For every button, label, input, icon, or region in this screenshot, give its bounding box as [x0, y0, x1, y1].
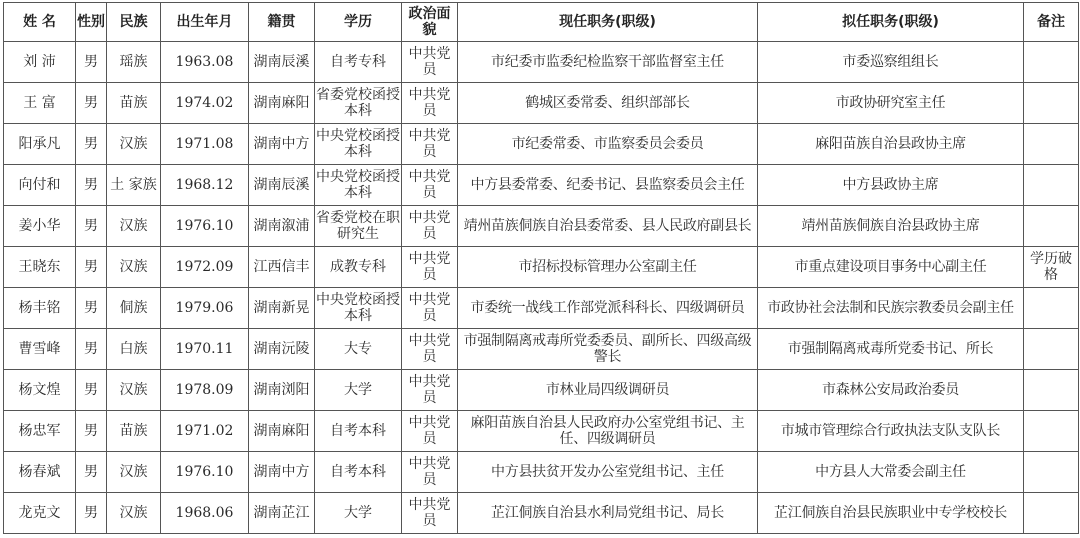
cell-remarks	[1024, 493, 1079, 534]
cell-remarks	[1024, 124, 1079, 165]
cell-current-post: 市委统一战线工作部党派科科长、四级调研员	[458, 288, 758, 329]
cell-native-place: 湖南辰溪	[249, 165, 315, 206]
cell-education: 自考本科	[315, 452, 402, 493]
cell-native-place: 湖南麻阳	[249, 411, 315, 452]
table-header	[4, 3, 1079, 42]
table-row	[4, 42, 1079, 83]
header-education: 学历	[315, 3, 402, 42]
cell-ethnicity: 汉族	[107, 370, 161, 411]
cell-gender: 男	[76, 452, 107, 493]
cell-political-status: 中共党员	[402, 329, 458, 370]
cell-native-place: 湖南麻阳	[249, 83, 315, 124]
cell-current-post: 市强制隔离戒毒所党委委员、副所长、四级高级警长	[458, 329, 758, 370]
cell-name: 杨春斌	[4, 452, 76, 493]
cell-name: 杨忠军	[4, 411, 76, 452]
cell-current-post: 鹤城区委常委、组织部部长	[458, 83, 758, 124]
cell-remarks	[1024, 206, 1079, 247]
cell-birth: 1976.10	[161, 452, 249, 493]
cell-remarks	[1024, 42, 1079, 83]
cell-remarks	[1024, 329, 1079, 370]
cell-remarks	[1024, 165, 1079, 206]
cell-ethnicity: 白族	[107, 329, 161, 370]
cell-ethnicity: 侗族	[107, 288, 161, 329]
cell-education: 中央党校函授本科	[315, 288, 402, 329]
table-row	[4, 288, 1079, 329]
cell-native-place: 湖南溆浦	[249, 206, 315, 247]
header-row	[4, 3, 1079, 42]
cell-birth: 1976.10	[161, 206, 249, 247]
cell-gender: 男	[76, 124, 107, 165]
cell-remarks: 学历破格	[1024, 247, 1079, 288]
cell-native-place: 湖南沅陵	[249, 329, 315, 370]
cell-education: 省委党校函授本科	[315, 83, 402, 124]
cell-native-place: 湖南辰溪	[249, 42, 315, 83]
cell-birth: 1971.08	[161, 124, 249, 165]
cell-education: 大学	[315, 370, 402, 411]
cell-political-status: 中共党员	[402, 206, 458, 247]
table-row	[4, 493, 1079, 534]
cell-ethnicity: 汉族	[107, 247, 161, 288]
cell-ethnicity: 苗族	[107, 83, 161, 124]
cell-current-post: 麻阳苗族自治县人民政府办公室党组书记、主任、四级调研员	[458, 411, 758, 452]
cell-birth: 1974.02	[161, 83, 249, 124]
cell-gender: 男	[76, 165, 107, 206]
cell-ethnicity: 汉族	[107, 493, 161, 534]
cell-political-status: 中共党员	[402, 247, 458, 288]
cell-proposed-post: 市森林公安局政治委员	[758, 370, 1024, 411]
cell-birth: 1970.11	[161, 329, 249, 370]
cell-native-place: 湖南芷江	[249, 493, 315, 534]
header-remarks: 备注	[1024, 3, 1079, 42]
cell-native-place: 湖南中方	[249, 124, 315, 165]
cell-proposed-post: 市委巡察组组长	[758, 42, 1024, 83]
table-row	[4, 411, 1079, 452]
cell-birth: 1963.08	[161, 42, 249, 83]
cell-political-status: 中共党员	[402, 83, 458, 124]
cell-gender: 男	[76, 42, 107, 83]
cell-name: 杨文煌	[4, 370, 76, 411]
cell-education: 自考本科	[315, 411, 402, 452]
cell-current-post: 市林业局四级调研员	[458, 370, 758, 411]
cell-remarks	[1024, 411, 1079, 452]
cell-native-place: 湖南中方	[249, 452, 315, 493]
cell-gender: 男	[76, 329, 107, 370]
header-birth: 出生年月	[161, 3, 249, 42]
cell-gender: 男	[76, 370, 107, 411]
cell-name: 向付和	[4, 165, 76, 206]
cell-ethnicity: 瑶族	[107, 42, 161, 83]
cell-proposed-post: 中方县政协主席	[758, 165, 1024, 206]
header-political-status: 政治面貌	[402, 3, 458, 42]
cell-proposed-post: 市政协研究室主任	[758, 83, 1024, 124]
cell-gender: 男	[76, 411, 107, 452]
header-name: 姓 名	[4, 3, 76, 42]
cell-political-status: 中共党员	[402, 288, 458, 329]
cell-name: 姜小华	[4, 206, 76, 247]
cell-ethnicity: 汉族	[107, 124, 161, 165]
cell-remarks	[1024, 370, 1079, 411]
header-ethnicity: 民族	[107, 3, 161, 42]
cell-education: 大专	[315, 329, 402, 370]
cell-political-status: 中共党员	[402, 42, 458, 83]
cell-gender: 男	[76, 83, 107, 124]
cell-proposed-post: 市强制隔离戒毒所党委书记、所长	[758, 329, 1024, 370]
table-row	[4, 247, 1079, 288]
cell-name: 刘 沛	[4, 42, 76, 83]
roster-table	[3, 2, 1079, 534]
table-row	[4, 329, 1079, 370]
cell-political-status: 中共党员	[402, 411, 458, 452]
cell-gender: 男	[76, 493, 107, 534]
table-row	[4, 83, 1079, 124]
cell-name: 杨丰铭	[4, 288, 76, 329]
header-proposed-post: 拟任职务(职级)	[758, 3, 1024, 42]
header-gender: 性别	[76, 3, 107, 42]
cell-political-status: 中共党员	[402, 493, 458, 534]
cell-ethnicity: 土 家族	[107, 165, 161, 206]
cell-proposed-post: 芷江侗族自治县民族职业中专学校校长	[758, 493, 1024, 534]
table-row	[4, 124, 1079, 165]
cell-current-post: 市纪委市监委纪检监察干部监督室主任	[458, 42, 758, 83]
cell-current-post: 市纪委常委、市监察委员会委员	[458, 124, 758, 165]
cell-native-place: 湖南新晃	[249, 288, 315, 329]
cell-native-place: 湖南浏阳	[249, 370, 315, 411]
table-row	[4, 165, 1079, 206]
cell-education: 自考专科	[315, 42, 402, 83]
cell-education: 省委党校在职研究生	[315, 206, 402, 247]
header-current-post: 现任职务(职级)	[458, 3, 758, 42]
cell-education: 大学	[315, 493, 402, 534]
cell-political-status: 中共党员	[402, 370, 458, 411]
cell-name: 曹雪峰	[4, 329, 76, 370]
cell-remarks	[1024, 452, 1079, 493]
table-row	[4, 370, 1079, 411]
cell-birth: 1972.09	[161, 247, 249, 288]
table-row	[4, 206, 1079, 247]
cell-ethnicity: 汉族	[107, 452, 161, 493]
cell-current-post: 靖州苗族侗族自治县委常委、县人民政府副县长	[458, 206, 758, 247]
cell-remarks	[1024, 83, 1079, 124]
cell-education: 中央党校函授本科	[315, 124, 402, 165]
header-native-place: 籍贯	[249, 3, 315, 42]
cell-political-status: 中共党员	[402, 452, 458, 493]
table-body	[4, 42, 1079, 534]
cell-proposed-post: 市重点建设项目事务中心副主任	[758, 247, 1024, 288]
cell-birth: 1979.06	[161, 288, 249, 329]
cell-political-status: 中共党员	[402, 124, 458, 165]
cell-current-post: 中方县委常委、纪委书记、县监察委员会主任	[458, 165, 758, 206]
cell-ethnicity: 汉族	[107, 206, 161, 247]
cell-gender: 男	[76, 247, 107, 288]
cell-proposed-post: 中方县人大常委会副主任	[758, 452, 1024, 493]
cell-education: 成教专科	[315, 247, 402, 288]
cell-proposed-post: 市城市管理综合行政执法支队支队长	[758, 411, 1024, 452]
cell-gender: 男	[76, 206, 107, 247]
cell-birth: 1978.09	[161, 370, 249, 411]
table-row	[4, 452, 1079, 493]
cell-political-status: 中共党员	[402, 165, 458, 206]
cell-proposed-post: 市政协社会法制和民族宗教委员会副主任	[758, 288, 1024, 329]
cell-current-post: 市招标投标管理办公室副主任	[458, 247, 758, 288]
cell-current-post: 芷江侗族自治县水利局党组书记、局长	[458, 493, 758, 534]
cell-name: 王 富	[4, 83, 76, 124]
cell-birth: 1968.12	[161, 165, 249, 206]
cell-proposed-post: 靖州苗族侗族自治县政协主席	[758, 206, 1024, 247]
cell-name: 龙克文	[4, 493, 76, 534]
cell-ethnicity: 苗族	[107, 411, 161, 452]
cell-gender: 男	[76, 288, 107, 329]
cell-birth: 1968.06	[161, 493, 249, 534]
cell-proposed-post: 麻阳苗族自治县政协主席	[758, 124, 1024, 165]
cell-education: 中央党校函授本科	[315, 165, 402, 206]
cell-birth: 1971.02	[161, 411, 249, 452]
cell-name: 阳承凡	[4, 124, 76, 165]
cell-native-place: 江西信丰	[249, 247, 315, 288]
cell-current-post: 中方县扶贫开发办公室党组书记、主任	[458, 452, 758, 493]
cell-name: 王晓东	[4, 247, 76, 288]
cell-remarks	[1024, 288, 1079, 329]
